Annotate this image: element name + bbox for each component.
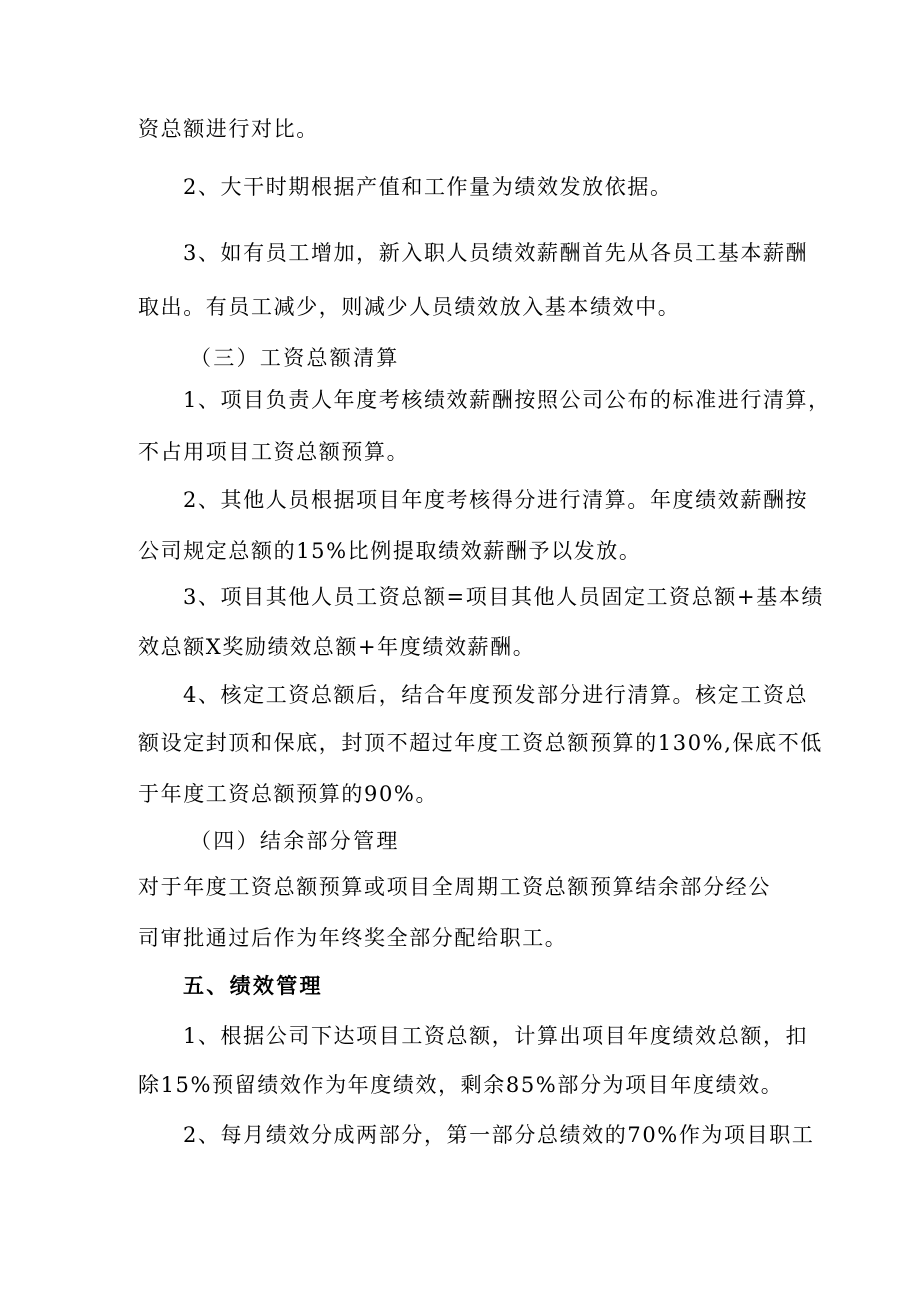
- paragraph-line-16: 对于年度工资总额预算或项目全周期工资总额预算结余部分经公: [138, 875, 771, 899]
- paragraph-line-8: 2、其他人员根据项目年度考核得分进行清算。年度绩效薪酬按: [183, 488, 809, 512]
- paragraph-line-3: 3、如有员工增加，新入职人员绩效薪酬首先从各员工基本薪酬: [183, 241, 809, 265]
- paragraph-line-21: 2、每月绩效分成两部分，第一部分总绩效的70%作为项目职工: [183, 1123, 815, 1147]
- paragraph-line-12: 4、核定工资总额后，结合年度预发部分进行清算。核定工资总: [183, 683, 809, 707]
- paragraph-line-11: 效总额X奖励绩效总额+年度绩效薪酬。: [138, 635, 536, 659]
- section-heading-3: （三）工资总额清算: [190, 346, 400, 370]
- paragraph-line-1: 资总额进行对比。: [138, 117, 319, 141]
- paragraph-line-7: 不占用项目工资总额预算。: [138, 440, 410, 464]
- paragraph-line-9: 公司规定总额的15%比例提取绩效薪酬予以发放。: [138, 539, 642, 563]
- paragraph-line-2: 2、大干时期根据产值和工作量为绩效发放依据。: [183, 175, 673, 199]
- paragraph-line-19: 1、根据公司下达项目工资总额，计算出项目年度绩效总额，扣: [183, 1024, 809, 1048]
- paragraph-line-6: 1、项目负责人年度考核绩效薪酬按照公司公布的标准进行清算，: [183, 388, 831, 412]
- paragraph-line-4: 取出。有员工减少，则减少人员绩效放入基本绩效中。: [138, 295, 681, 319]
- paragraph-line-14: 于年度工资总额预算的90%。: [138, 782, 439, 806]
- paragraph-line-17: 司审批通过后作为年终奖全部分配给职工。: [138, 926, 568, 950]
- paragraph-line-10: 3、项目其他人员工资总额=项目其他人员固定工资总额+基本绩: [183, 585, 824, 609]
- paragraph-line-20: 除15%预留绩效作为年度绩效，剩余85%部分为项目年度绩效。: [138, 1073, 784, 1097]
- chapter-heading-5: 五、绩效管理: [183, 974, 323, 998]
- section-heading-4: （四）结余部分管理: [190, 829, 400, 853]
- paragraph-line-13: 额设定封顶和保底，封顶不超过年度工资总额预算的130%,保底不低: [138, 731, 823, 755]
